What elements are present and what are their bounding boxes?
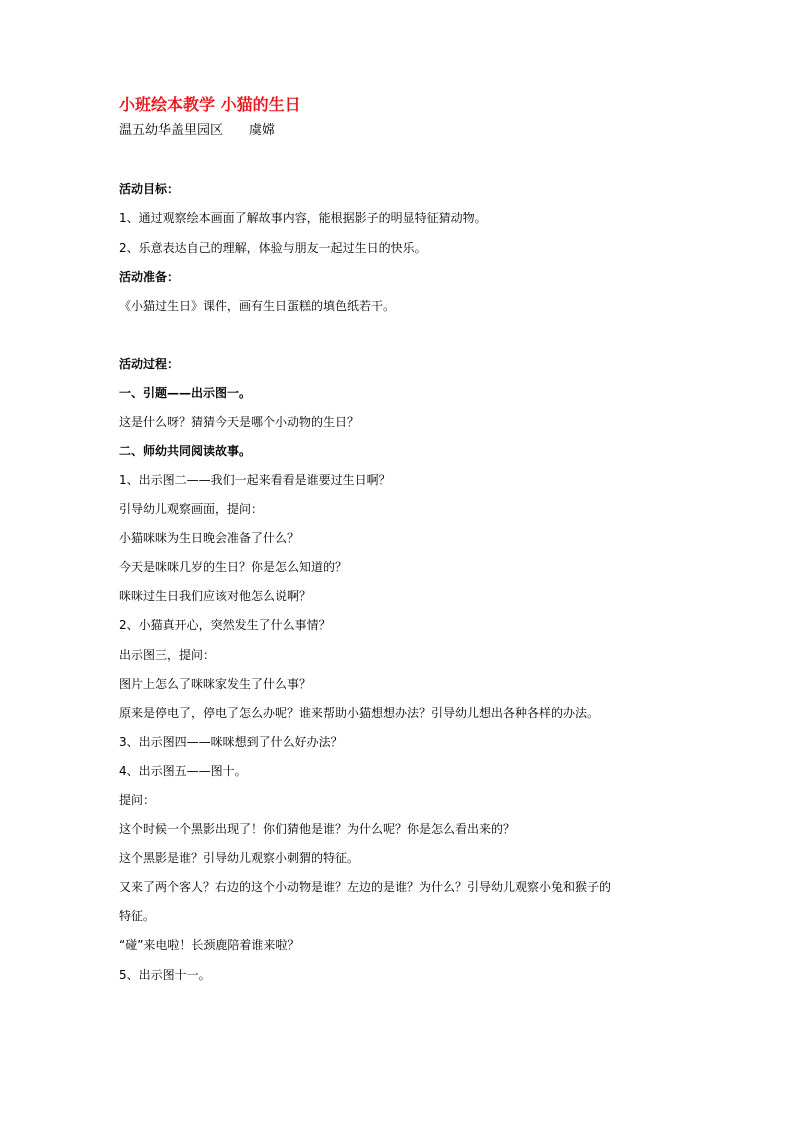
document-title: 小班绘本教学 小猫的生日	[119, 95, 301, 114]
paragraph: 这是什么呀？猜猜今天是哪个小动物的生日？	[119, 415, 360, 429]
paragraph: 特征。	[119, 909, 156, 923]
goal-item: 1、通过观察绘本画面了解故事内容，能根据影子的明显特征猜动物。	[119, 211, 487, 225]
paragraph: 2、小猫真开心，突然发生了什么事情？	[119, 618, 331, 632]
paragraph: 又来了两个客人？右边的这个小动物是谁？左边的是谁？为什么？引导幼儿观察小兔和猴子的	[119, 880, 612, 894]
prep-heading: 活动准备：	[119, 270, 180, 284]
paragraph: 原来是停电了，停电了怎么办呢？谁来帮助小猫想想办法？引导幼儿想出各种各样的办法。	[119, 706, 600, 720]
paragraph: 今天是咪咪几岁的生日？你是怎么知道的？	[119, 560, 348, 574]
process-heading: 活动过程：	[119, 357, 180, 371]
paragraph: 图片上怎么了咪咪家发生了什么事？	[119, 677, 312, 691]
step-heading: 一、引题——出示图一。	[119, 386, 252, 400]
paragraph: 5、出示图十一。	[119, 968, 211, 982]
goals-heading: 活动目标：	[119, 182, 180, 196]
paragraph: 1、出示图二——我们一起来看看是谁要过生日啊？	[119, 473, 391, 487]
paragraph: 提问：	[119, 793, 156, 807]
paragraph: “碰”来电啦！长颈鹿陪着谁来啦？	[119, 938, 300, 952]
paragraph: 出示图三，提问：	[119, 648, 216, 662]
paragraph: 这个时候一个黑影出现了！你们猜他是谁？为什么呢？你是怎么看出来的？	[119, 822, 516, 836]
paragraph: 小猫咪咪为生日晚会准备了什么？	[119, 531, 300, 545]
paragraph: 3、出示图四——咪咪想到了什么好办法？	[119, 735, 343, 749]
paragraph: 咪咪过生日我们应该对他怎么说啊？	[119, 589, 312, 603]
goal-item: 2、乐意表达自己的理解，体验与朋友一起过生日的快乐。	[119, 241, 427, 255]
prep-item: 《小猫过生日》课件，画有生日蛋糕的填色纸若干。	[119, 299, 396, 313]
author-line	[119, 121, 275, 141]
paragraph: 4、出示图五——图十。	[119, 764, 247, 778]
paragraph: 这个黑影是谁？引导幼儿观察小刺猬的特征。	[119, 851, 360, 865]
school-name: 温五幼华盖里园区	[119, 123, 224, 138]
author-name: 虞嫦	[249, 123, 276, 138]
paragraph: 引导幼儿观察画面，提问：	[119, 502, 264, 516]
step-heading: 二、师幼共同阅读故事。	[119, 444, 252, 458]
